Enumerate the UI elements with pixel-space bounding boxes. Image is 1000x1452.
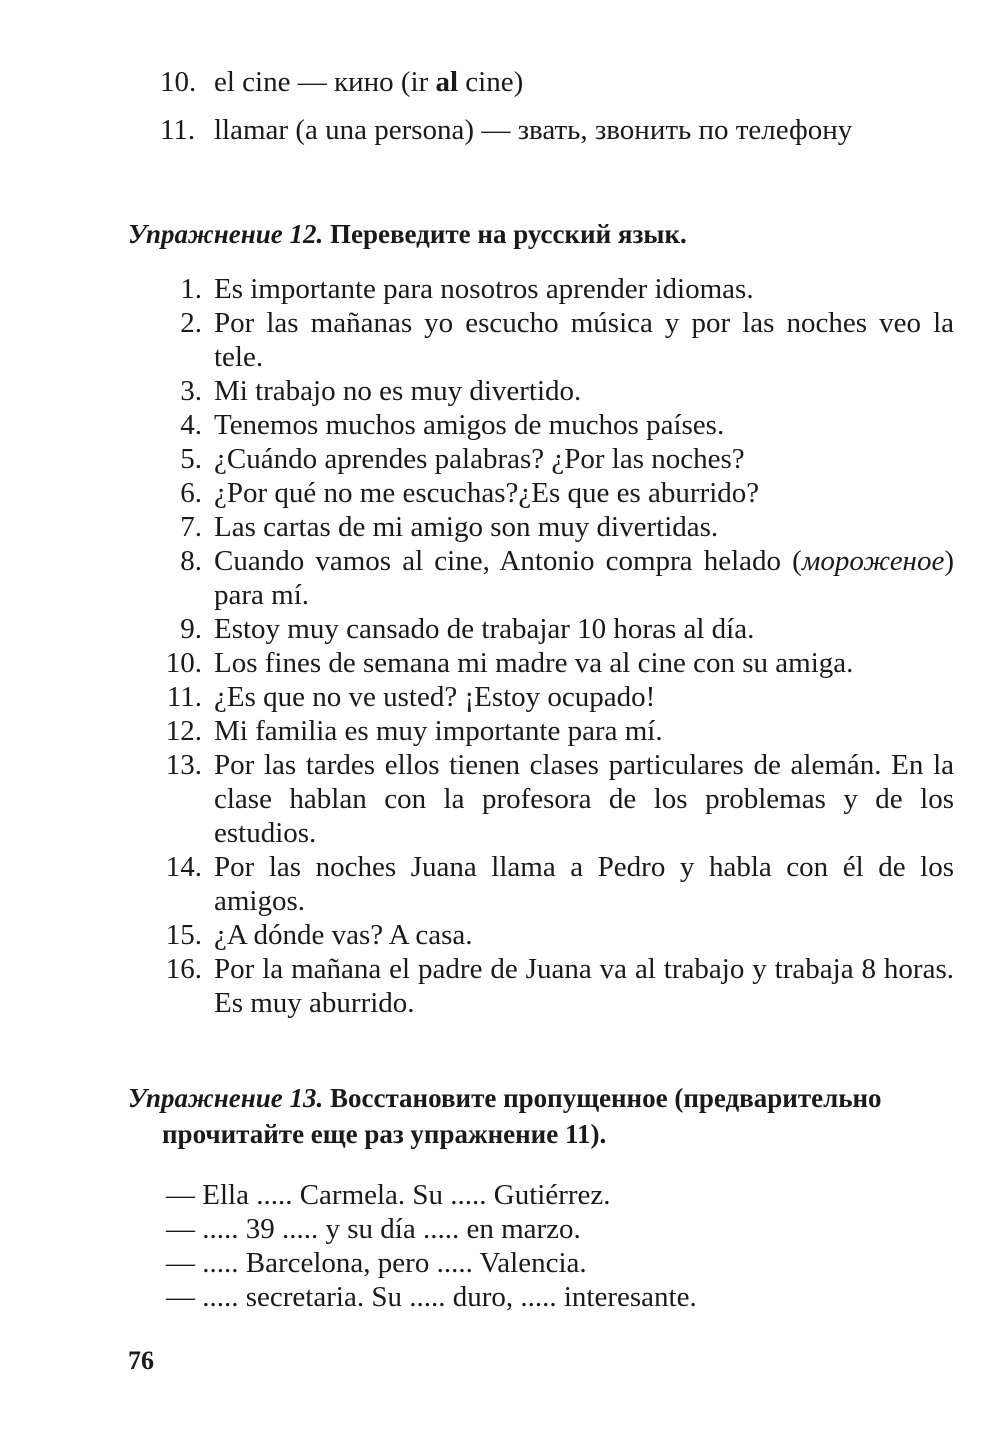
fill-in-line: — ..... Barcelona, pero ..... Valencia. — [166, 1247, 587, 1279]
exercise-12-list — [128, 272, 954, 1020]
page-number: 76 — [128, 1346, 154, 1375]
item-number: 2. — [180, 307, 202, 339]
exercise-13-instruction-line2: прочитайте еще раз упражнение 11). — [162, 1119, 607, 1149]
list-item — [128, 544, 954, 612]
item-text: Por la mañana el padre de Juana va al trabajo y trabaja 8 horas. Es muy aburrido. — [214, 953, 954, 1019]
list-item — [128, 850, 954, 918]
list-item — [128, 612, 954, 646]
fill-in-line: — ..... 39 ..... y su día ..... en marzo. — [166, 1213, 581, 1245]
item-text: Es importante para nosotros aprender idiomas. — [214, 273, 754, 305]
item-number: 15. — [165, 919, 202, 951]
vocab-number: 10. — [160, 66, 197, 98]
item-number: 5. — [180, 443, 202, 475]
vocabulary-list — [128, 66, 948, 162]
item-text: ¿A dónde vas? A casa. — [214, 919, 473, 951]
list-item — [128, 680, 954, 714]
item-text: ¿Cuándo aprendes palabras? ¿Por las noches? — [214, 443, 745, 475]
exercise-12-instruction: Переведите на русский язык. — [323, 219, 687, 249]
item-number: 11. — [166, 681, 202, 713]
exercise-13-instruction: Восстановите пропущенное (предварительно — [323, 1083, 882, 1113]
list-item — [128, 952, 954, 1020]
list-item — [128, 442, 954, 476]
exercise-13-heading — [128, 1080, 954, 1152]
item-number: 3. — [180, 375, 202, 407]
item-text: Por las mañanas yo escucho música y por las noches veo la tele. — [214, 307, 954, 373]
vocab-text: llamar (a una persona) — звать, звонить по телефону — [214, 114, 853, 146]
item-text: ¿Es que no ve usted? ¡Estoy ocupado! — [214, 681, 656, 713]
item-text: Estoy muy cansado de trabajar 10 horas al día. — [214, 613, 755, 645]
exercise-12-label: Упражнение 12. — [128, 219, 324, 249]
item-number: 12. — [165, 715, 202, 747]
item-number: 6. — [180, 477, 202, 509]
item-text: Cuando vamos al cine, Antonio compra helado (мороженое) para mí. — [214, 545, 954, 611]
list-item — [128, 306, 954, 374]
item-number: 14. — [165, 851, 202, 883]
list-item — [128, 646, 954, 680]
item-text: Las cartas de mi amigo son muy divertidas. — [214, 511, 719, 543]
list-item — [128, 510, 954, 544]
vocab-item — [128, 114, 948, 162]
item-text: Tenemos muchos amigos de muchos países. — [214, 409, 725, 441]
item-text: Mi trabajo no es muy divertido. — [214, 375, 582, 407]
list-item — [128, 918, 954, 952]
item-number: 16. — [165, 953, 202, 985]
item-text: Mi familia es muy importante para mí. — [214, 715, 663, 747]
list-item — [128, 408, 954, 442]
item-text: Por las tardes ellos tienen clases particulares de alemán. En la clase hablan con la profesora de los problemas y de los estudios. — [214, 749, 954, 849]
exercise-12-heading — [128, 216, 948, 252]
item-number: 10. — [165, 647, 202, 679]
item-number: 9. — [180, 613, 202, 645]
fill-in-line: — ..... secretaria. Su ..... duro, ..... interesante. — [166, 1281, 697, 1313]
fill-in-line: — Ella ..... Carmela. Su ..... Gutiérrez. — [166, 1179, 611, 1211]
vocab-item — [128, 66, 948, 114]
list-item — [128, 748, 954, 850]
list-item — [128, 374, 954, 408]
list-item — [128, 272, 954, 306]
list-item — [128, 476, 954, 510]
item-number: 7. — [180, 511, 202, 543]
list-item — [128, 714, 954, 748]
item-text: ¿Por qué no me escuchas?¿Es que es aburrido? — [214, 477, 760, 509]
item-number: 13. — [165, 749, 202, 781]
vocab-number: 11. — [160, 114, 196, 146]
item-text: Los fines de semana mi madre va al cine con su amiga. — [214, 647, 854, 679]
exercise-13-label: Упражнение 13. — [128, 1083, 324, 1113]
exercise-13-list — [166, 1178, 946, 1314]
item-number: 4. — [180, 409, 202, 441]
item-number: 1. — [180, 273, 202, 305]
vocab-text: el cine — кино (ir al cine) — [214, 66, 524, 98]
item-number: 8. — [180, 545, 202, 577]
item-text: Por las noches Juana llama a Pedro y habla con él de los amigos. — [214, 851, 954, 917]
